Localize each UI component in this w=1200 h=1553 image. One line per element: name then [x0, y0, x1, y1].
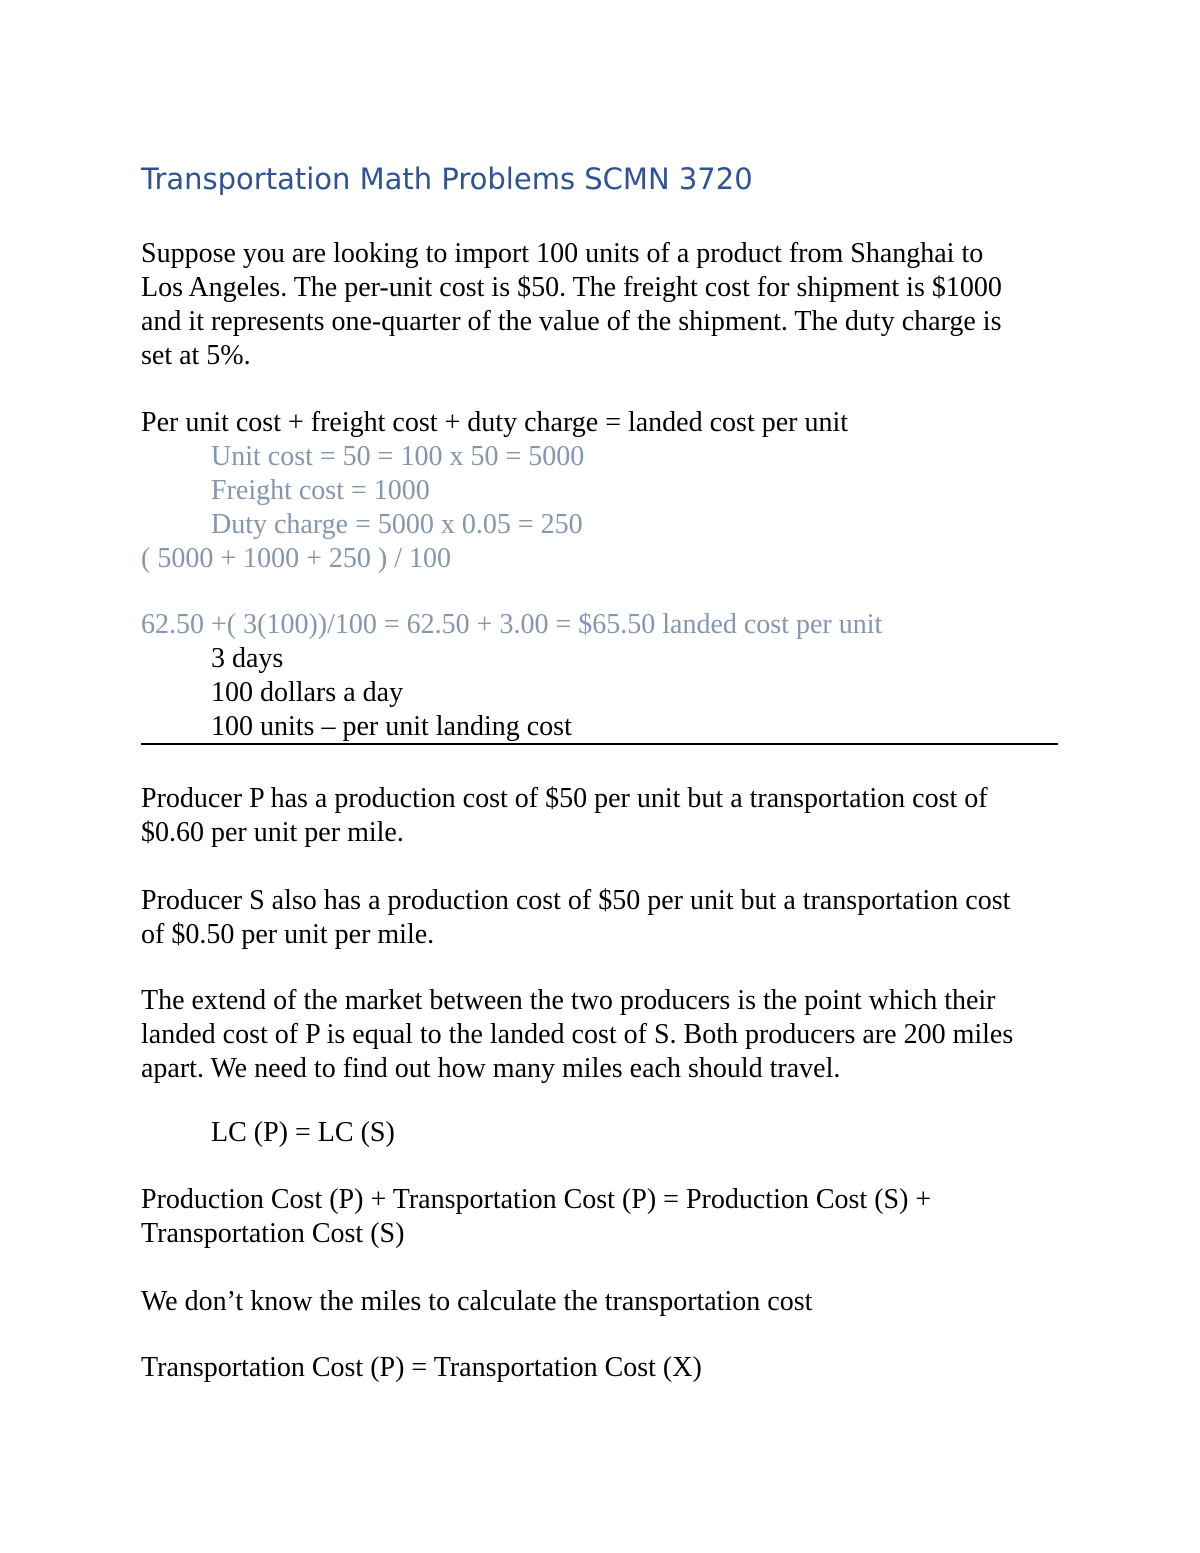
- producer-p-line: Producer P has a production cost of $50 per unit but a transportation cost of: [141, 783, 988, 814]
- producer-s-line: Producer S also has a production cost of $50 per unit but a transportation cost: [141, 885, 1011, 916]
- intro-line: Suppose you are looking to import 100 units of a product from Shanghai to: [141, 238, 984, 269]
- production-equation-line: Transportation Cost (S): [141, 1218, 405, 1249]
- market-line: apart. We need to find out how many miles each should travel.: [141, 1053, 841, 1084]
- transport-equation: Transportation Cost (P) = Transportation Cost (X): [141, 1352, 702, 1383]
- note-line: 3 days: [211, 643, 284, 674]
- production-equation-line: Production Cost (P) + Transportation Cost (P) = Production Cost (S) +: [141, 1184, 932, 1215]
- producer-p-line: $0.60 per unit per mile.: [141, 817, 404, 848]
- document-title: Transportation Math Problems SCMN 3720: [141, 162, 753, 196]
- work-freight-cost: Freight cost = 1000: [211, 475, 430, 506]
- intro-line: Los Angeles. The per-unit cost is $50. The freight cost for shipment is $1000: [141, 272, 1002, 303]
- market-line: The extend of the market between the two producers is the point which their: [141, 985, 996, 1016]
- market-line: landed cost of P is equal to the landed cost of S. Both producers are 200 miles: [141, 1019, 1014, 1050]
- lc-equation: LC (P) = LC (S): [211, 1117, 395, 1148]
- work-unit-cost: Unit cost = 50 = 100 x 50 = 5000: [211, 441, 585, 472]
- unknown-miles-text: We don’t know the miles to calculate the transportation cost: [141, 1286, 813, 1317]
- work-duty-charge: Duty charge = 5000 x 0.05 = 250: [211, 509, 583, 540]
- work-sum: ( 5000 + 1000 + 250 ) / 100: [141, 543, 452, 574]
- note-line: 100 units – per unit landing cost: [211, 711, 572, 742]
- landed-cost-formula: Per unit cost + freight cost + duty charge = landed cost per unit: [141, 407, 849, 438]
- intro-line: and it represents one-quarter of the value of the shipment. The duty charge is: [141, 306, 1002, 337]
- producer-s-line: of $0.50 per unit per mile.: [141, 919, 435, 950]
- intro-line: set at 5%.: [141, 340, 251, 371]
- horizontal-divider: [141, 743, 1058, 745]
- note-line: 100 dollars a day: [211, 677, 404, 708]
- work-result: 62.50 +( 3(100))/100 = 62.50 + 3.00 = $65.50 landed cost per unit: [141, 609, 883, 640]
